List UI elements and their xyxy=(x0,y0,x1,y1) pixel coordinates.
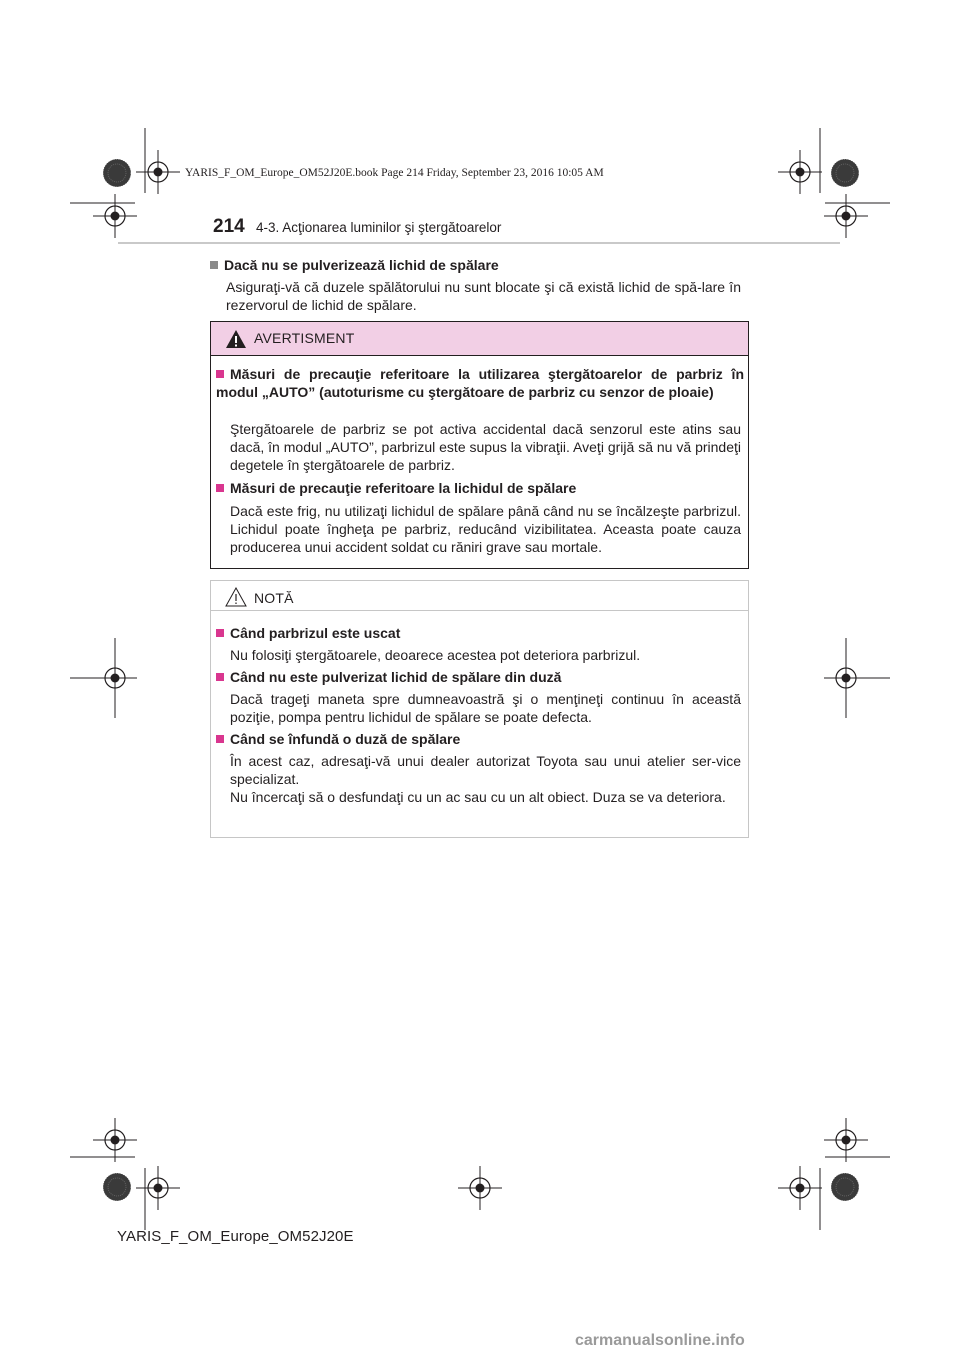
note-item-text: Nu folosiţi ştergătoarele, deoarece acestea pot deteriora parbrizul. xyxy=(230,647,641,663)
note-item-heading xyxy=(216,730,744,748)
note-item-text: Dacă trageţi maneta spre dumneavoastră şi o menţineţi continuu în această poziţie, pompa pentru lichidul de spălare se poate defecta. xyxy=(230,691,741,725)
footer-code: YARIS_F_OM_Europe_OM52J20E xyxy=(117,1228,354,1245)
intro-heading xyxy=(210,256,750,274)
magenta-square-bullet-icon xyxy=(216,370,224,378)
warning-item-text: Dacă este frig, nu utilizaţi lichidul de spălare până când nu se încălzeşte parbrizul. Lichidul poate îngheţa pe parbriz, reducând vizibilitatea. Aceasta poate cauza producerea unui accident soldat cu răniri grave sau mortale. xyxy=(230,503,741,555)
note-item-heading-text: Când parbrizul este uscat xyxy=(230,625,401,641)
warning-item-heading-text: Măsuri de precauţie referitoare la lichidul de spălare xyxy=(230,480,577,496)
warning-item-text: Ştergătoarele de parbriz se pot activa accidental dacă senzorul este atins sau dacă, în modul „AUTO”, parbrizul este supus la vibraţii. Aveţi grijă să nu vă prindeţi degetele în ştergătoarele de parbriz. xyxy=(230,421,741,473)
warning-item-heading xyxy=(216,365,744,401)
magenta-square-bullet-icon xyxy=(216,484,224,492)
warning-item-heading xyxy=(216,479,744,497)
book-info-line: YARIS_F_OM_Europe_OM52J20E.book Page 214 Friday, September 23, 2016 10:05 AM xyxy=(185,167,604,179)
note-header xyxy=(211,581,748,611)
note-box xyxy=(210,580,749,838)
caution-triangle-icon xyxy=(225,587,247,607)
intro-heading-text: Dacă nu se pulverizează lichid de spălare xyxy=(224,257,499,273)
page-number: 214 xyxy=(213,216,245,237)
warning-triangle-icon xyxy=(225,329,247,349)
note-label: NOTĂ xyxy=(254,590,294,606)
intro-text: Asiguraţi-vă că duzele spălătorului nu sunt blocate şi că există lichid de spă-lare în rezervorul de lichid de spălare. xyxy=(226,279,741,313)
warning-box xyxy=(210,321,749,569)
note-item-heading xyxy=(216,624,744,642)
gray-square-bullet-icon xyxy=(210,261,218,269)
note-item-text-2: Nu încercaţi să o desfundaţi cu un ac sau cu un alt obiect. Duza se va deteriora. xyxy=(230,789,726,805)
note-item-heading-text: Când nu este pulverizat lichid de spălare din duză xyxy=(230,669,562,685)
magenta-square-bullet-icon xyxy=(216,673,224,681)
header-rule xyxy=(118,242,840,244)
magenta-square-bullet-icon xyxy=(216,629,224,637)
note-item-heading xyxy=(216,668,744,686)
warning-header xyxy=(211,322,748,356)
magenta-square-bullet-icon xyxy=(216,735,224,743)
section-title: 4-3. Acţionarea luminilor şi ştergătoarelor xyxy=(256,220,502,235)
warning-item-heading-text: Măsuri de precauţie referitoare la utilizarea ştergătoarelor de parbriz în modul „AUTO” (autoturisme cu ştergătoare de parbriz cu senzor de ploaie) xyxy=(216,366,744,400)
watermark[interactable]: carmanualsonline.info xyxy=(575,1332,745,1349)
warning-label: AVERTISMENT xyxy=(254,330,355,346)
note-item-heading-text: Când se înfundă o duză de spălare xyxy=(230,731,461,747)
note-item-text: În acest caz, adresaţi-vă unui dealer autorizat Toyota sau unui atelier ser-vice specializat. xyxy=(230,753,741,787)
